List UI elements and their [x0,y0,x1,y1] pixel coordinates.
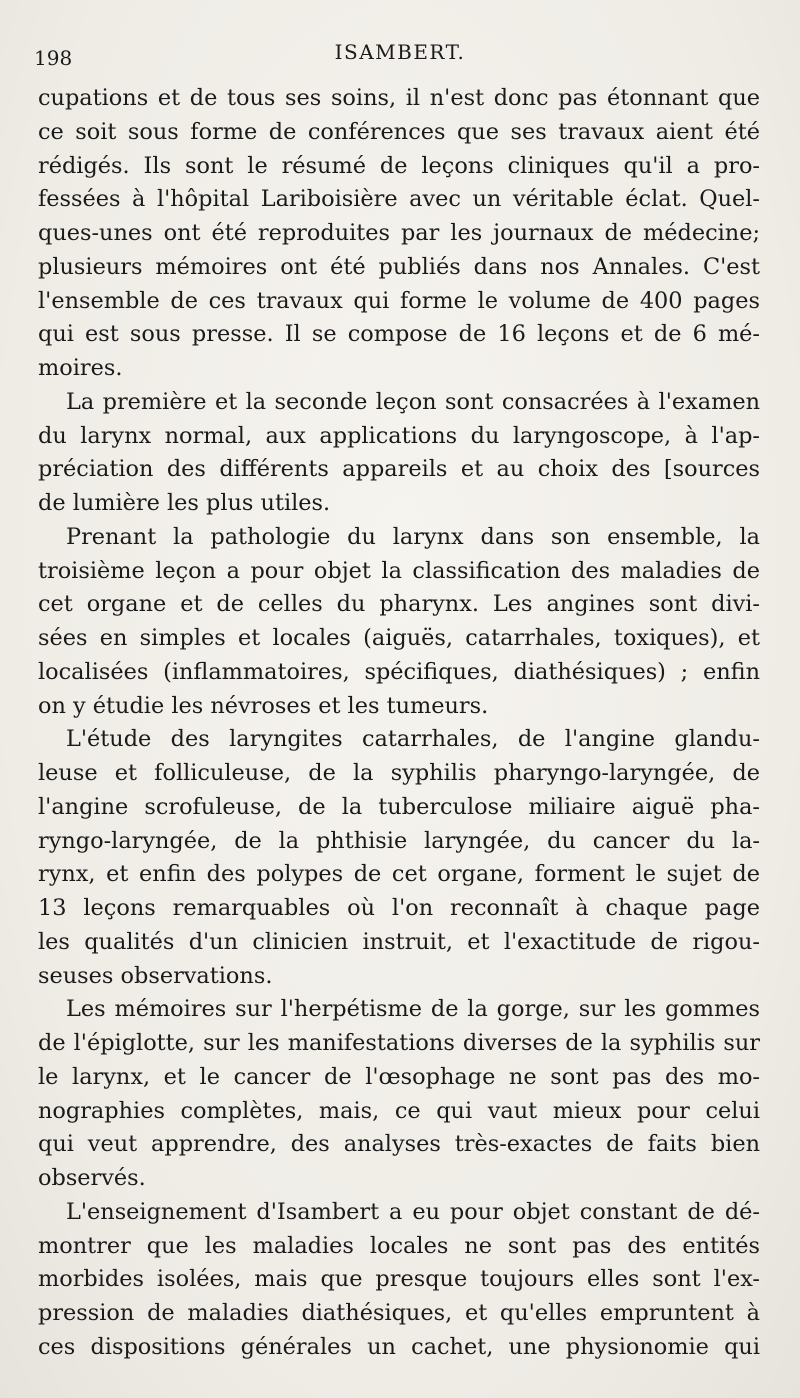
text-line: nographies complètes, mais, ce qui vaut mieux pour celui [38,1097,760,1124]
text-line: ques-unes ont été reproduites par les journaux de médecine; [38,220,760,246]
body-text [38,82,760,1365]
text-line: moires. [38,355,123,381]
paragraph [38,521,760,724]
text-line: cupations et de tous ses soins, il n'est donc pas étonnant que [38,85,760,111]
text-line: localisées (inflammatoires, spécifiques, diathésiques) ; enfin [38,658,760,685]
text-line: du larynx normal, aux applications du laryngoscope, à l'ap- [38,422,760,449]
text-line: sées en simples et locales (aiguës, catarrhales, toxiques), et [38,625,760,651]
text-line: qui veut apprendre, des analyses très-exactes de faits bien [38,1131,760,1158]
text-line: rynx, et enfin des polypes de cet organe, forment le sujet de [38,861,760,888]
text-line: rédigés. Ils sont le résumé de leçons cliniques qu'il a pro- [38,152,760,179]
text-line: Prenant la pathologie du larynx dans son ensemble, la [66,523,760,550]
text-line: cet organe et de celles du pharynx. Les angines sont divi- [38,591,760,618]
text-line: plusieurs mémoires ont été publiés dans nos Annales. C'est [38,253,760,280]
text-line: troisième leçon a pour objet la classification des maladies de [38,557,760,584]
text-line: préciation des différents appareils et au choix des [sources [38,456,760,483]
text-line: ces dispositions générales un cachet, une physionomie qui [38,1333,760,1360]
text-line: montrer que les maladies locales ne sont pas des entités [38,1232,760,1259]
text-line: 13 leçons remarquables où l'on reconnaît à chaque page [38,895,760,921]
text-line: de l'épiglotte, sur les manifestations diverses de la syphilis sur [38,1030,760,1056]
text-line: L'enseignement d'Isambert a eu pour objet constant de dé- [66,1198,760,1225]
paragraph [38,82,760,386]
text-line: La première et la seconde leçon sont consacrées à l'examen [66,388,760,415]
paragraph [38,723,760,993]
text-line: L'étude des laryngites catarrhales, de l'angine glandu- [66,726,760,753]
text-line: morbides isolées, mais que presque toujours elles sont l'ex- [38,1266,760,1293]
text-line: leuse et folliculeuse, de la syphilis pharyngo-laryngée, de [38,760,760,786]
text-line: l'angine scrofuleuse, de la tuberculose miliaire aiguë pha- [38,793,760,820]
text-line: ce soit sous forme de conférences que ses travaux aient été [38,118,760,145]
text-line: seuses observations. [38,962,273,989]
text-line: l'ensemble de ces travaux qui forme le volume de 400 pages [38,287,760,314]
text-line: ryngo-laryngée, de la phthisie laryngée, du cancer du la- [38,827,760,854]
text-line: les qualités d'un clinicien instruit, et l'exactitude de rigou- [38,928,760,955]
text-line: fessées à l'hôpital Lariboisière avec un véritable éclat. Quel- [38,186,760,213]
text-line: observés. [38,1165,146,1191]
text-line: le larynx, et le cancer de l'œsophage ne sont pas des mo- [38,1063,760,1090]
text-line: Les mémoires sur l'herpétisme de la gorge, sur les gommes [66,996,760,1023]
page-number: 198 [34,46,73,70]
text-line: de lumière les plus utiles. [38,490,331,516]
running-head: ISAMBERT. [334,40,466,64]
paragraph [38,1196,760,1365]
paragraph [38,993,760,1196]
text-line: on y étudie les névroses et les tumeurs. [38,692,489,719]
paragraph [38,386,760,521]
text-line: qui est sous presse. Il se compose de 16 leçons et de 6 mé- [38,321,760,348]
text-line: pression de maladies diathésiques, et qu'elles empruntent à [38,1300,760,1326]
page-header [34,40,766,74]
